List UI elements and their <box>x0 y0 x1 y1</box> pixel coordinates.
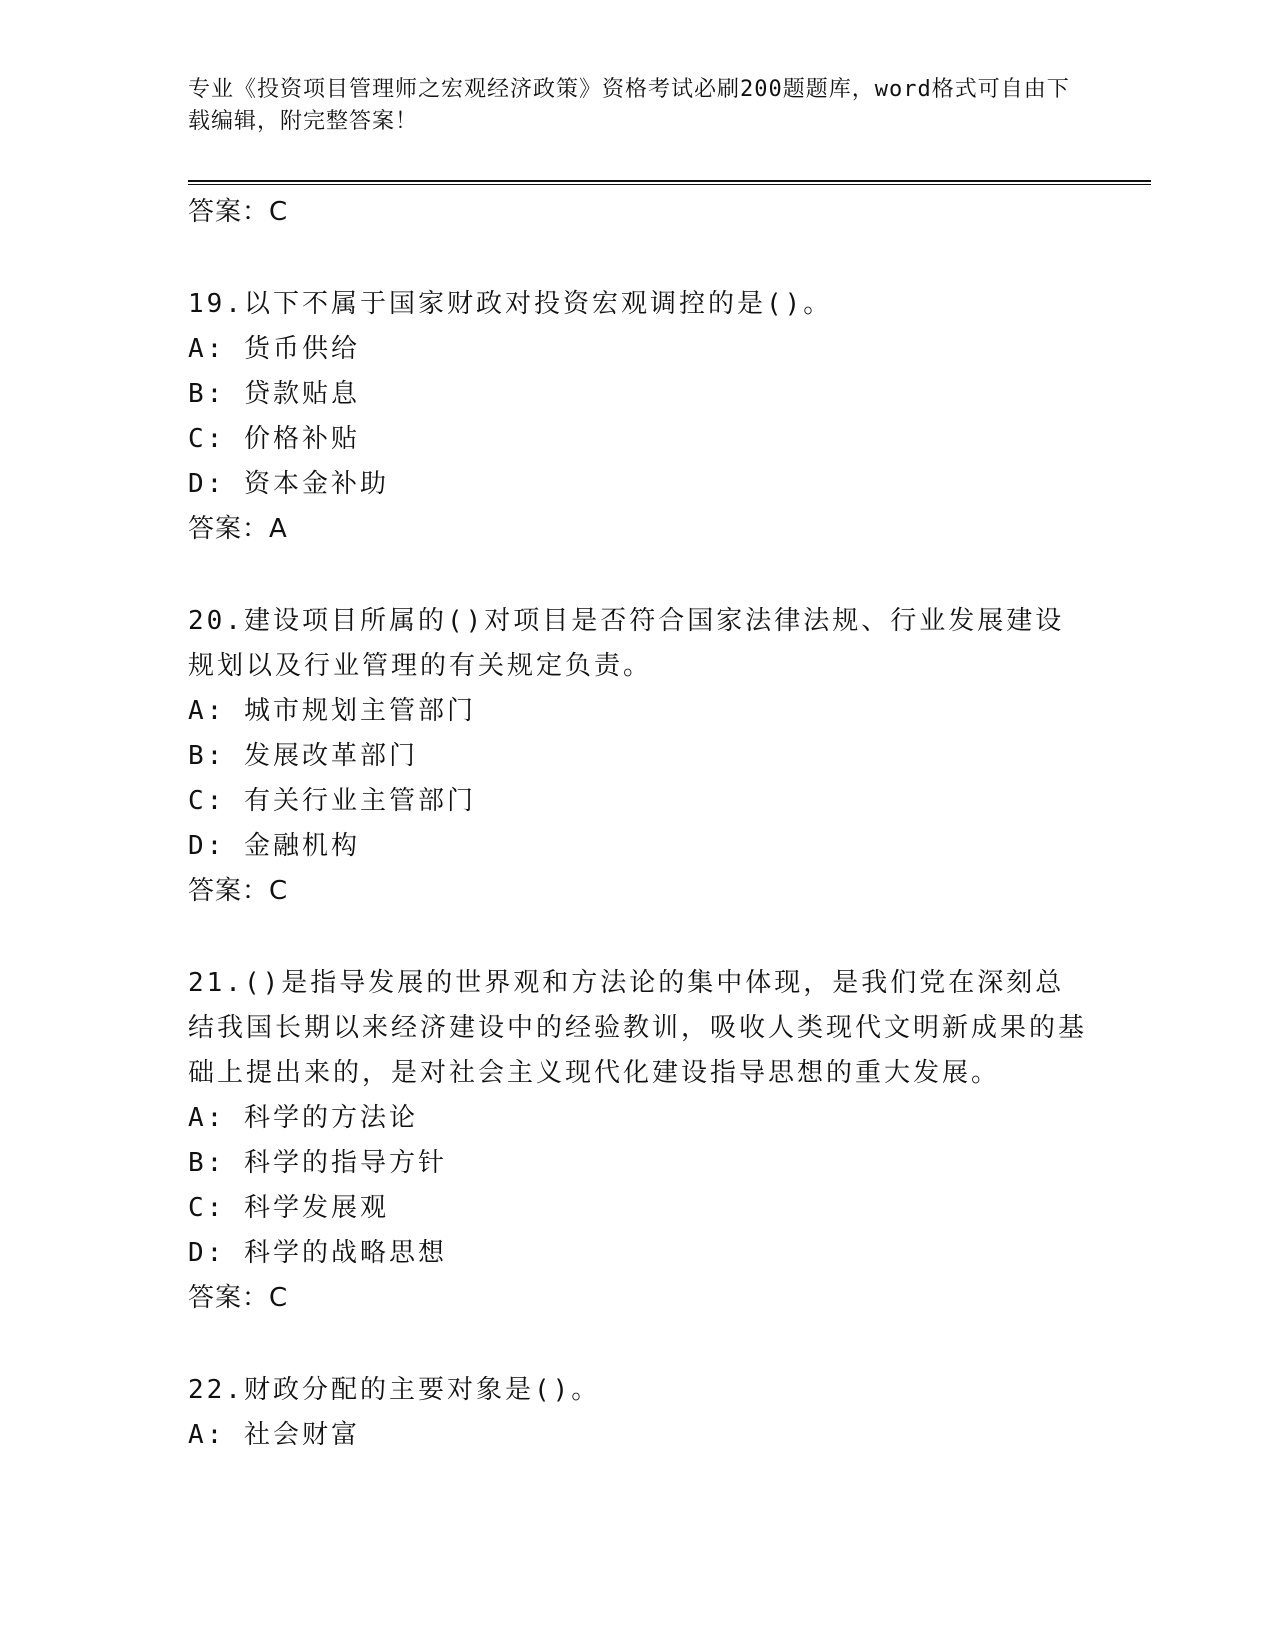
question-22 <box>188 1368 1088 1458</box>
option-c: C: 价格补贴 <box>188 424 360 454</box>
spacer <box>188 551 1088 599</box>
question-stem: 22.财政分配的主要对象是()。 <box>188 1375 601 1405</box>
option-a: A: 城市规划主管部门 <box>188 696 476 726</box>
option-d: D: 科学的战略思想 <box>188 1238 447 1268</box>
answer: 答案：C <box>188 876 289 906</box>
question-21 <box>188 961 1088 1320</box>
option-a: A: 货币供给 <box>188 334 360 364</box>
spacer <box>188 913 1088 961</box>
question-stem: 19.以下不属于国家财政对投资宏观调控的是()。 <box>188 289 833 319</box>
option-a: A: 社会财富 <box>188 1420 360 1450</box>
option-b: B: 发展改革部门 <box>188 741 418 771</box>
option-c: C: 科学发展观 <box>188 1193 389 1223</box>
option-d: D: 资本金补助 <box>188 469 389 499</box>
answer: 答案：C <box>188 1283 289 1313</box>
header-divider-thick <box>188 180 1151 182</box>
question-stem: 21.()是指导发展的世界观和方法论的集中体现，是我们党在深刻总结我国长期以来经济建设中的经验教训，吸收人类现代文明新成果的基础上提出来的，是对社会主义现代化建设指导思想的重大发展。 <box>188 968 1088 1088</box>
previous-answer: 答案：C <box>188 197 289 227</box>
question-stem: 20.建设项目所属的()对项目是否符合国家法律法规、行业发展建设规划以及行业管理的有关规定负责。 <box>188 606 1065 681</box>
answer: 答案：A <box>188 514 288 544</box>
option-d: D: 金融机构 <box>188 831 360 861</box>
option-b: B: 贷款贴息 <box>188 379 360 409</box>
header-divider-thin <box>188 184 1151 185</box>
spacer <box>188 1320 1088 1368</box>
option-a: A: 科学的方法论 <box>188 1103 418 1133</box>
question-20 <box>188 599 1088 913</box>
option-c: C: 有关行业主管部门 <box>188 786 476 816</box>
document-header: 专业《投资项目管理师之宏观经济政策》资格考试必刷200题题库，word格式可自由下载编辑，附完整答案！ <box>188 77 1070 134</box>
spacer <box>188 234 1088 282</box>
question-list <box>188 190 1088 1458</box>
question-19 <box>188 282 1088 551</box>
option-b: B: 科学的指导方针 <box>188 1148 447 1178</box>
